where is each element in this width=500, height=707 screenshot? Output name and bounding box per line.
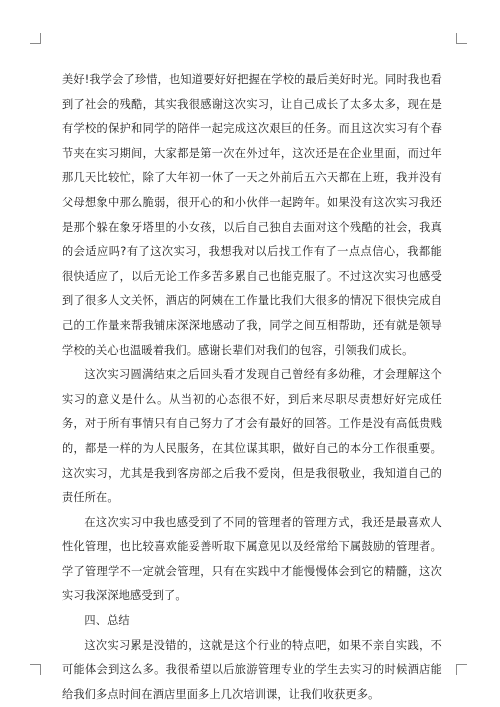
section-heading: 四、总结: [84, 614, 130, 628]
crop-mark-bottom-left: [30, 664, 41, 675]
closing-paragraph: 这次实习累是没错的，这就是这个行业的特点吧，如果不亲自实践，不可能体会到这么多。我很希望以后旅游管理专业的学生去实习的时候酒店能给我们多点时间在酒店里面多上几次培训课，让我们收获更多。: [62, 638, 442, 701]
body-paragraph-1: 美好!我学会了珍惜，也知道要好好把握在学校的最后美好时光。同时我也看到了社会的残酷，其实我很感谢这次实习，让自己成长了太多太多，现在是有学校的保护和同学的陪伴一起完成这次艰巨的任务。而且这次实习有个春节夹在实习期间，大家都是第一次在外过年，这次还是在企业里面，而过年那几天比较忙，除了大年初一休了一天之外前后五六天都在上班，我并没有父母想象中那么脆弱，很开心的和小伙伴一起跨年。如果没有这次实习我还是那个躲在象牙塔里的小女孩，以后自己独自去面对这个残酷的社会，我真的会适应吗?有了这次实习，我想我对以后找工作有了一点点信心，我都能很快适应了，以后无论工作多苦多累自己也能克服了。不过这次实习也感受到了很多人文关怀，酒店的阿姨在工作量比我们大很多的情况下很快完成自己的工作量来帮我铺床深深地感动了我，同学之间互相帮助，还有就是领导学校的关心也温暖着我们。感谢长辈们对我们的包容，引领我们成长。: [62, 73, 442, 357]
crop-mark-top-right: [456, 33, 467, 44]
crop-mark-top-left: [30, 33, 41, 44]
body-paragraph-2: 这次实习圆满结束之后回头看才发现自己曾经有多幼稚，才会理解这个实习的意义是什么。从当初的心态很不好，到后来尽职尽责想好好完成任务，对于所有事情只有自己努力了才会有最好的回答。工作是没有高低贵贱的，都是一样的为人民服务，在其位谋其职，做好自己的本分工作很重要。这次实习，尤其是我到客房部之后我不爱岗，但是我很敬业，我知道自己的责任所在。: [62, 368, 442, 505]
body-paragraph-3: 在这次实习中我也感受到了不同的管理者的管理方式，我还是最喜欢人性化管理，也比较喜欢能妥善听取下属意见以及经常给下属鼓励的管理者。学了管理学不一定就会管理，只有在实践中才能慢慢体会到它的精髓，这次实习我深深地感受到了。: [62, 515, 442, 603]
crop-mark-bottom-right: [456, 664, 467, 675]
document-body: [62, 68, 442, 707]
